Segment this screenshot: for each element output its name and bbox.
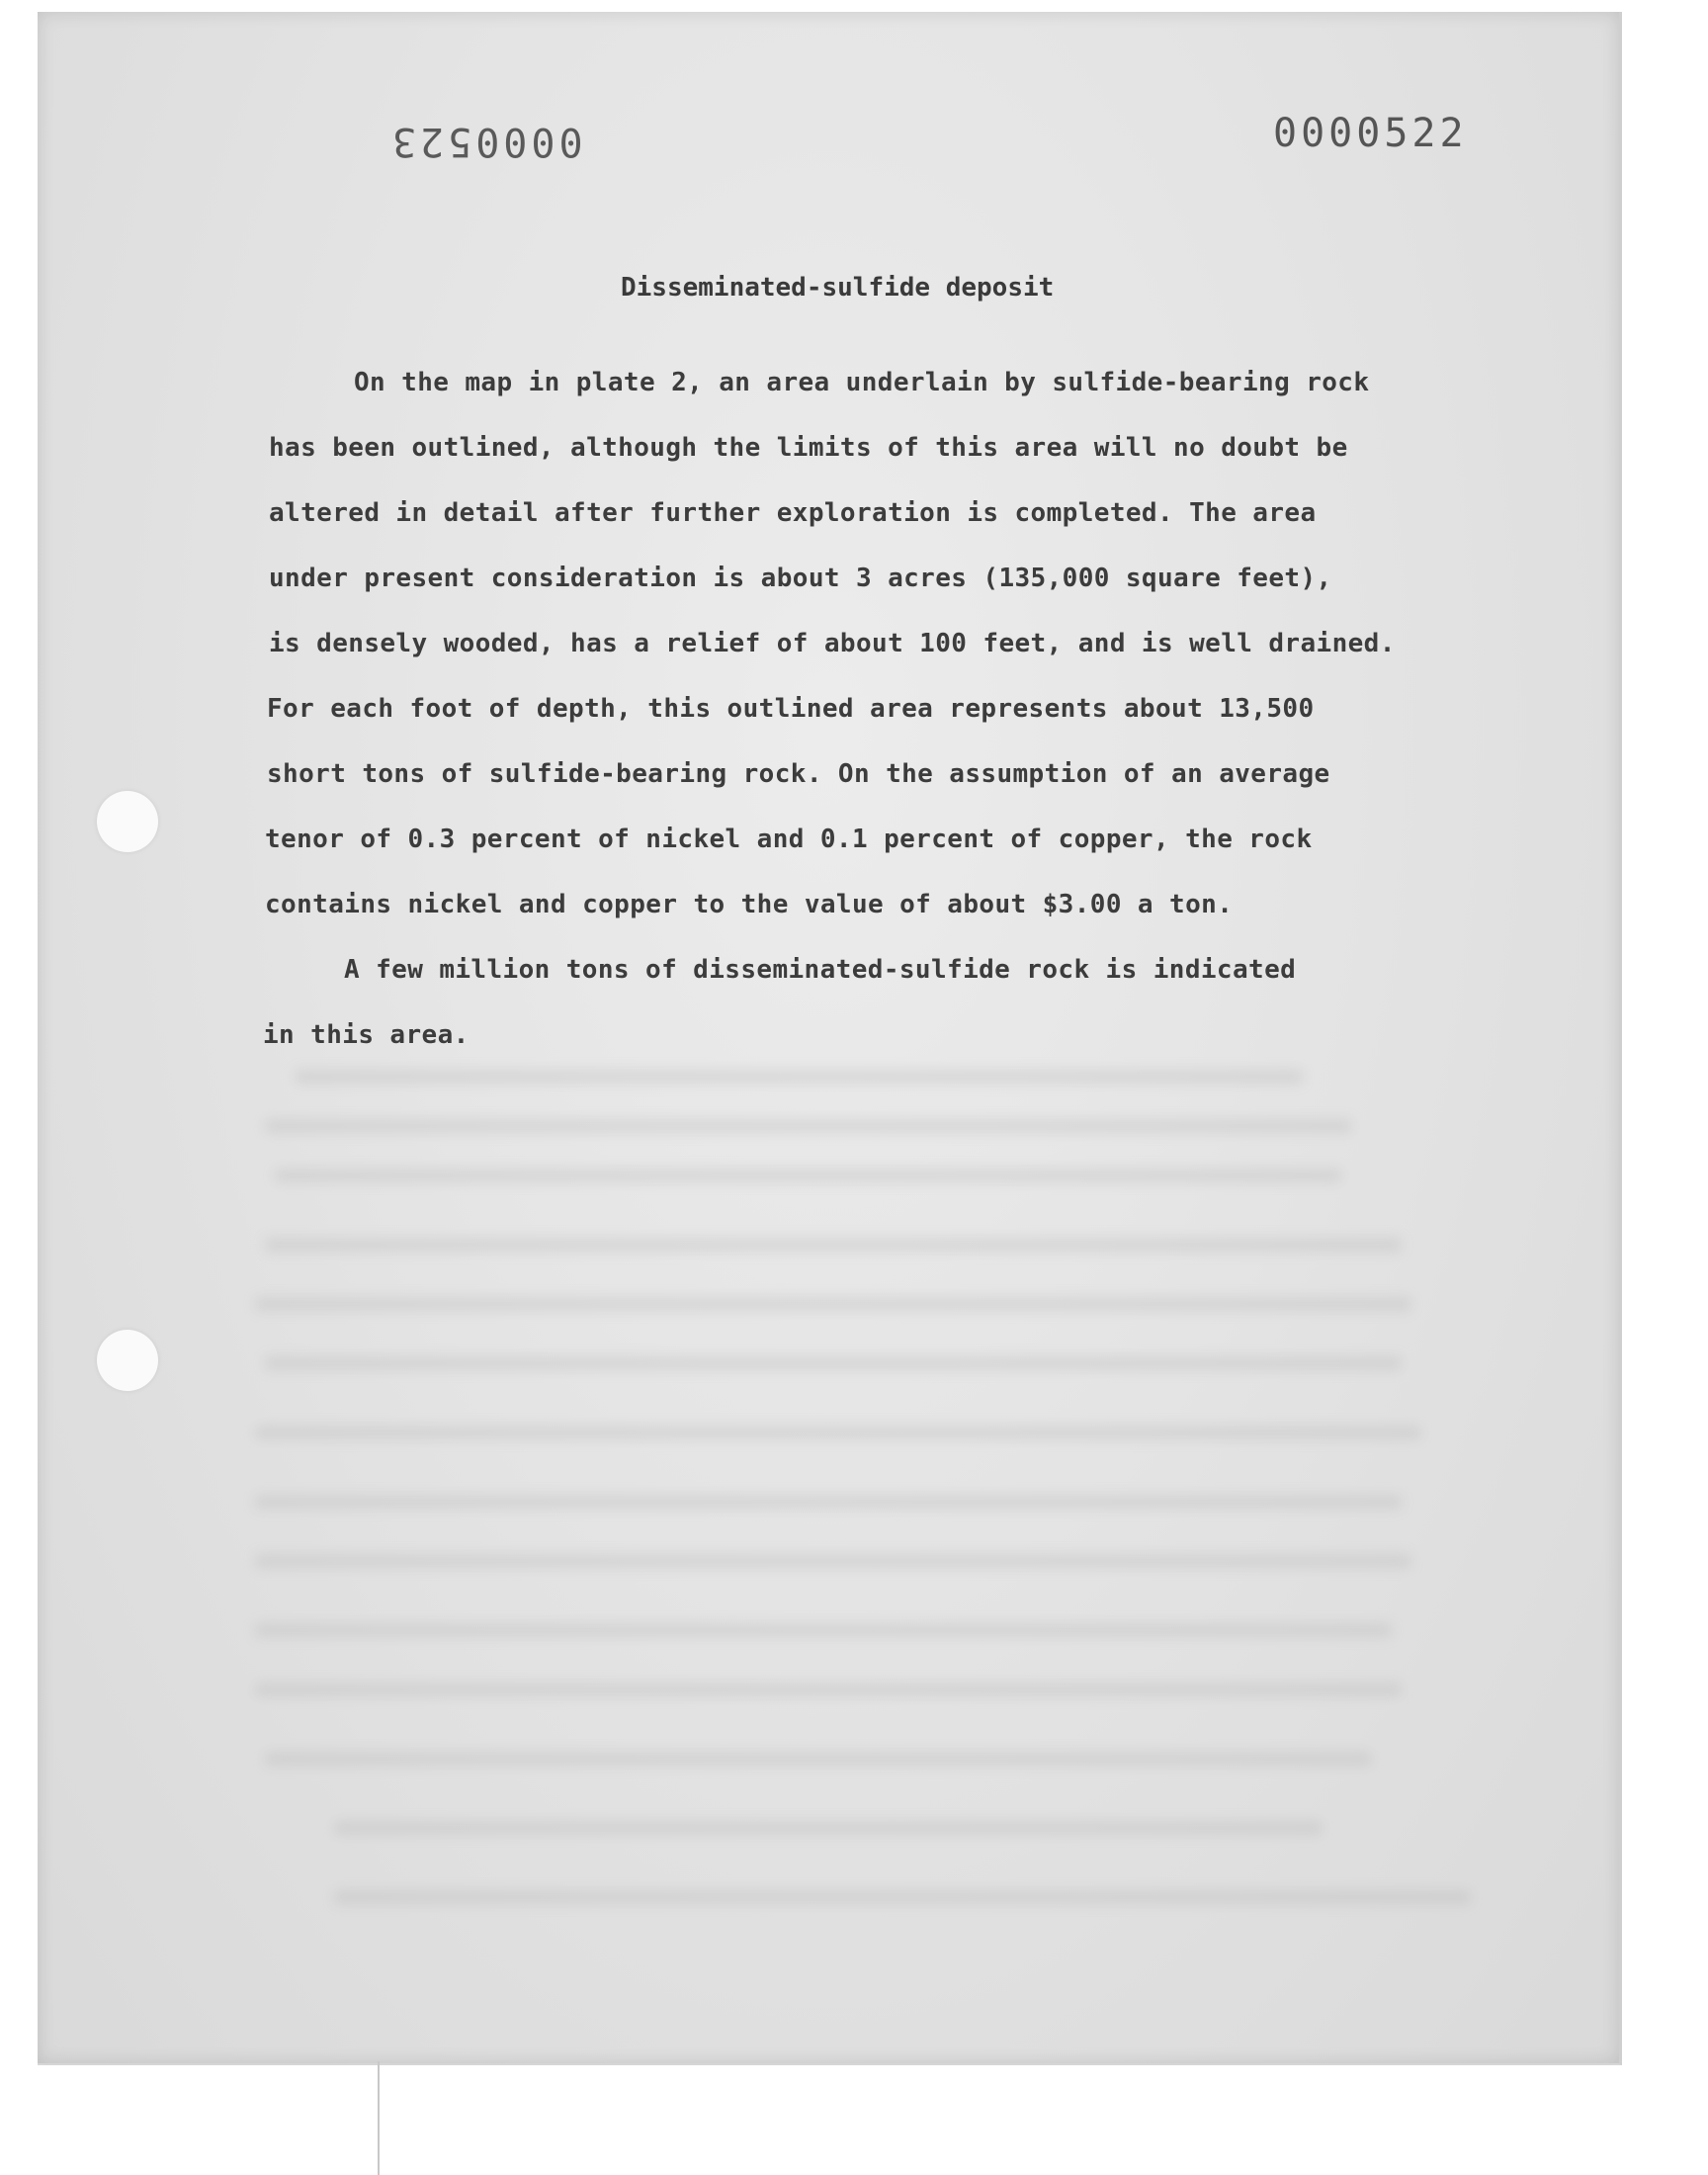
body-line: is densely wooded, has a relief of about 100 feet, and is well drained. bbox=[269, 629, 1396, 658]
body-line: under present consideration is about 3 acres (135,000 square feet), bbox=[269, 564, 1332, 593]
bleed-through-line bbox=[265, 1238, 1402, 1252]
bleed-through-line bbox=[255, 1495, 1402, 1509]
page-number-stamp: 0000522 bbox=[1273, 111, 1468, 156]
bleed-through-line bbox=[265, 1752, 1372, 1766]
bleed-through-line bbox=[265, 1356, 1402, 1370]
body-line: short tons of sulfide-bearing rock. On the assumption of an average bbox=[267, 759, 1330, 789]
scanned-page bbox=[38, 12, 1622, 2065]
body-line: For each foot of depth, this outlined area represents about 13,500 bbox=[267, 694, 1315, 724]
bleed-through-line bbox=[334, 1890, 1471, 1904]
body-line: in this area. bbox=[263, 1020, 470, 1050]
body-line: A few million tons of disseminated-sulfide rock is indicated bbox=[344, 955, 1297, 985]
document-title: Disseminated-sulfide deposit bbox=[621, 273, 1055, 303]
bleed-through-line bbox=[255, 1554, 1411, 1568]
page-number-stamp-mirrored: 0000523 bbox=[388, 119, 583, 164]
punch-hole bbox=[97, 1330, 158, 1391]
body-line: tenor of 0.3 percent of nickel and 0.1 percent of copper, the rock bbox=[265, 825, 1313, 854]
bleed-through-line bbox=[275, 1169, 1342, 1182]
bleed-through-line bbox=[255, 1683, 1402, 1696]
bleed-through-line bbox=[255, 1297, 1411, 1311]
body-line: has been outlined, although the limits of this area will no doubt be bbox=[269, 433, 1348, 463]
scan-edge-line bbox=[378, 2061, 380, 2175]
body-line: On the map in plate 2, an area underlain by sulfide-bearing rock bbox=[354, 368, 1370, 397]
bleed-through-line bbox=[334, 1821, 1323, 1835]
bleed-through-line bbox=[255, 1426, 1421, 1439]
body-line: contains nickel and copper to the value of about $3.00 a ton. bbox=[265, 890, 1234, 919]
punch-hole bbox=[97, 791, 158, 852]
bleed-through-line bbox=[255, 1623, 1392, 1637]
bleed-through-line bbox=[265, 1119, 1352, 1133]
bleed-through-line bbox=[295, 1070, 1303, 1084]
body-line: altered in detail after further exploration is completed. The area bbox=[269, 498, 1317, 528]
